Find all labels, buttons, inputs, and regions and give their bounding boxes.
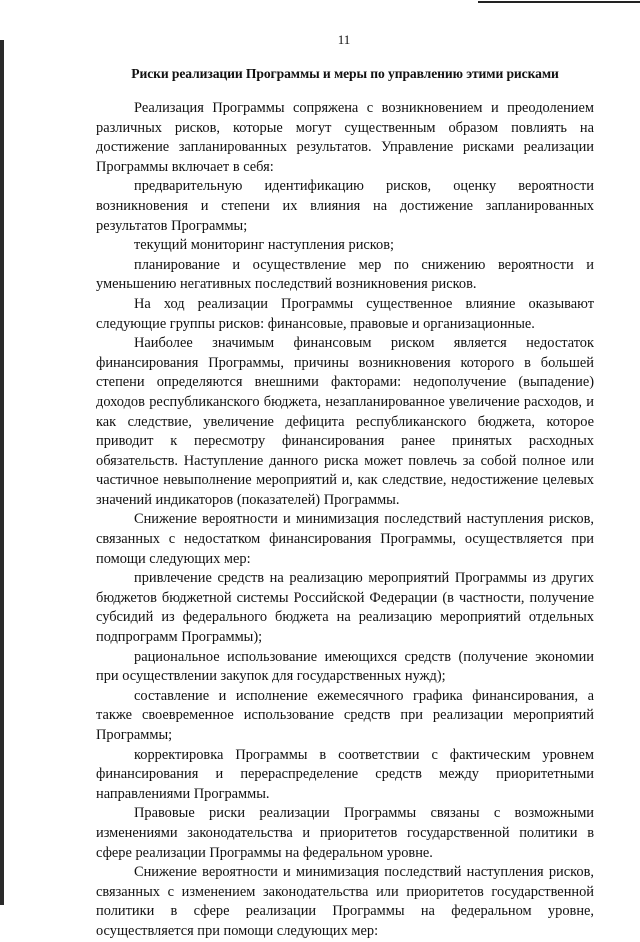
top-edge-rule: [478, 1, 640, 3]
page-number: 11: [337, 32, 351, 47]
paragraph: На ход реализации Программы существенное влияние оказывают следующие группы рисков: финансовые, правовые и организационные.: [96, 295, 594, 332]
paragraph: Снижение вероятности и минимизация последствий наступления рисков, связанных с недостатком финансирования Программы, осуществляется при помощи следующих мер:: [96, 511, 594, 567]
paragraph: рациональное использование имеющихся средств (получение экономии при осуществлении закупок для государственных нужд);: [96, 648, 594, 685]
document-body: [96, 99, 594, 942]
paragraph: составление и исполнение ежемесячного графика финансирования, а также своевременное использование средств при реализации мероприятий Программы;: [96, 687, 594, 743]
paragraph: привлечение средств на реализацию мероприятий Программы из других бюджетов бюджетной системы Российской Федерации (в частности, получение субсидий из федерального бюджета на реализацию мероприятий отдельных подпрограмм Программы);: [96, 570, 594, 646]
paragraph: Реализация Программы сопряжена с возникновением и преодолением различных рисков, которые могут существенным образом повлиять на достижение запланированных результатов. Управление рисками реализации Программы включает в себя:: [96, 100, 594, 175]
section-heading: Риски реализации Программы и меры по управлению этими рисками: [131, 66, 559, 81]
scan-binding-edge: [0, 40, 4, 905]
paragraph: Наиболее значимым финансовым риском является недостаток финансирования Программы, причины возникновения которого в большей степени определяются внешними факторами: недополучение (выпадение) доходов республиканского бюджета, незапланированное увеличение расходов, и как следствие, увеличение дефицита республиканского бюджета, которое приводит к пересмотру финансирования ранее принятых расходных обязательств. Наступление данного риска может повлечь за собой полное или частичное невыполнение мероприятий и, как следствие, недостижение целевых значений индикаторов (показателей) Программы.: [96, 335, 594, 508]
paragraph: планирование и осуществление мер по снижению вероятности и уменьшению негативных последствий возникновения рисков.: [96, 256, 594, 293]
paragraph: предварительную идентификацию рисков, оценку вероятности возникновения и степени их влияния на достижение запланированных результатов Программы;: [96, 178, 594, 234]
paragraph: текущий мониторинг наступления рисков;: [134, 237, 395, 254]
paragraph: Правовые риски реализации Программы связаны с возможными изменениями законодательства и приоритетов государственной политики в сфере реализации Программы на федеральном уровне.: [96, 805, 594, 861]
paragraph: корректировка Программы в соответствии с фактическим уровнем финансирования и перераспределение средств между приоритетными направлениями Программы.: [96, 746, 594, 802]
paragraph: Снижение вероятности и минимизация последствий наступления рисков, связанных с изменением законодательства или приоритетов государственной политики в сфере реализации Программы на федеральном уровне, осуществляется при помощи следующих мер:: [96, 864, 594, 939]
